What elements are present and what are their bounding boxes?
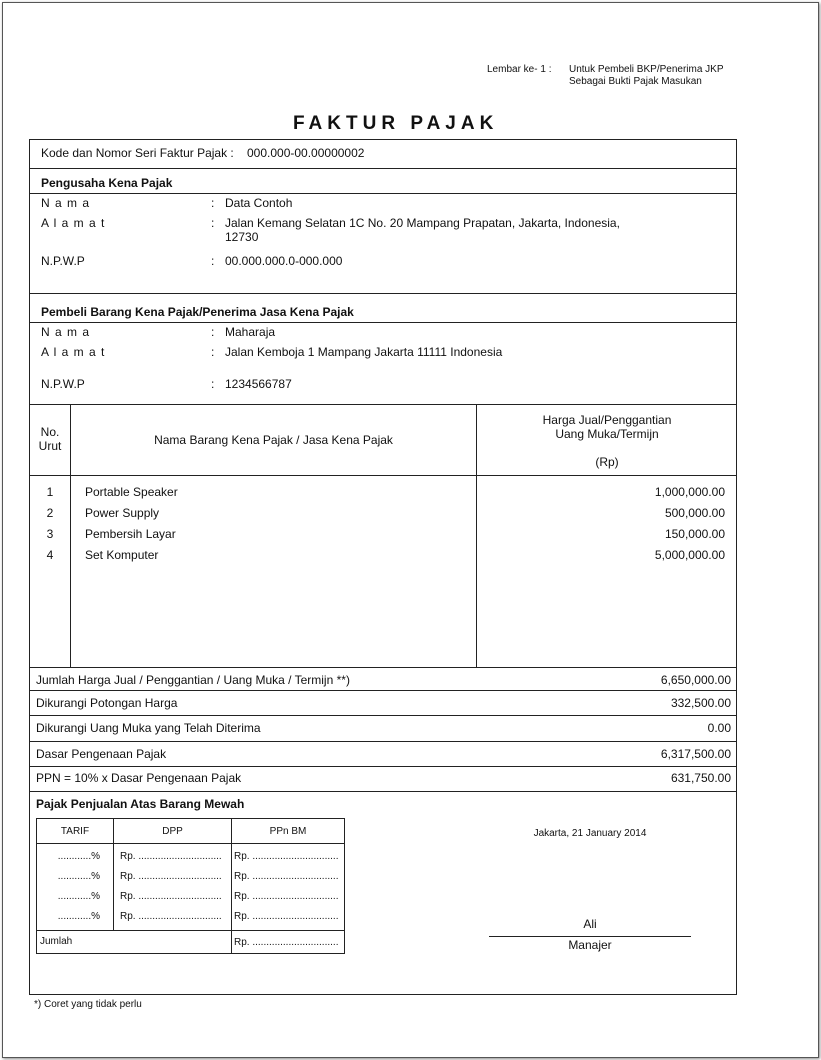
jumlah-value: Rp. ............................... xyxy=(234,937,339,948)
pembeli-alamat-label: A l a m a t xyxy=(41,345,106,359)
colon: : xyxy=(211,196,215,210)
divider xyxy=(29,293,737,294)
pembeli-nama: Maharaja xyxy=(225,325,276,339)
signature-line xyxy=(489,936,691,937)
pengusaha-npwp-label: N.P.W.P xyxy=(41,254,85,268)
pengusaha-nama-label: N a m a xyxy=(41,196,91,210)
col-tarif: TARIF xyxy=(60,826,90,837)
total-value: 6,650,000.00 xyxy=(660,673,731,687)
total-label: PPN = 10% x Dasar Pengenaan Pajak xyxy=(36,771,242,785)
ppnbm-cell: Rp. ............................... xyxy=(234,851,339,862)
item-name: Set Komputer xyxy=(85,548,159,562)
item-name: Power Supply xyxy=(85,506,160,520)
item-price: 150,000.00 xyxy=(664,527,725,541)
item-no: 1 xyxy=(46,485,54,499)
divider xyxy=(29,475,737,476)
divider xyxy=(29,715,737,716)
divider xyxy=(36,843,345,844)
pembeli-heading: Pembeli Barang Kena Pajak/Penerima Jasa Kena Pajak xyxy=(41,305,354,319)
document-title: FAKTUR PAJAK xyxy=(293,113,499,134)
lembar-line-2: Sebagai Bukti Pajak Masukan xyxy=(569,76,702,87)
item-no: 4 xyxy=(46,548,54,562)
divider xyxy=(29,667,737,668)
kode-label: Kode dan Nomor Seri Faktur Pajak : xyxy=(41,146,234,160)
pengusaha-npwp: 00.000.000.0-000.000 xyxy=(225,254,343,268)
pembeli-alamat: Jalan Kemboja 1 Mampang Jakarta 11111 Indonesia xyxy=(225,345,503,359)
col-dpp: DPP xyxy=(162,826,183,837)
tarif-cell: ............% xyxy=(57,871,100,882)
tarif-cell: ............% xyxy=(57,851,100,862)
tarif-cell: ............% xyxy=(57,911,100,922)
col-name-header: Nama Barang Kena Pajak / Jasa Kena Pajak xyxy=(154,433,393,447)
pengusaha-heading: Pengusaha Kena Pajak xyxy=(41,176,173,190)
pengusaha-alamat-line-1: Jalan Kemang Selatan 1C No. 20 Mampang Prapatan, Jakarta, Indonesia, xyxy=(225,216,620,230)
total-value: 631,750.00 xyxy=(670,771,731,785)
total-value: 332,500.00 xyxy=(670,696,731,710)
ppnbm-cell: Rp. ............................... xyxy=(234,871,339,882)
dpp-cell: Rp. .............................. xyxy=(120,871,222,882)
col-ppnbm: PPn BM xyxy=(269,826,307,837)
divider xyxy=(29,791,737,792)
jumlah-label: Jumlah xyxy=(40,936,73,947)
pengusaha-alamat-line-2: 12730 xyxy=(225,230,259,244)
item-price: 500,000.00 xyxy=(664,506,725,520)
colon: : xyxy=(211,325,215,339)
ppnbm-cell: Rp. ............................... xyxy=(234,911,339,922)
divider xyxy=(29,766,737,767)
pengusaha-alamat-label: A l a m a t xyxy=(41,216,106,230)
pengusaha-nama: Data Contoh xyxy=(225,196,293,210)
total-value: 6,317,500.00 xyxy=(660,747,731,761)
divider xyxy=(29,404,737,405)
dpp-cell: Rp. .............................. xyxy=(120,851,222,862)
colon: : xyxy=(211,254,215,268)
dpp-cell: Rp. .............................. xyxy=(120,911,222,922)
lembar-label: Lembar ke- 1 : xyxy=(487,64,552,75)
total-label: Dikurangi Potongan Harga xyxy=(36,696,178,710)
divider xyxy=(29,690,737,691)
item-no: 2 xyxy=(46,506,54,520)
total-value: 0.00 xyxy=(707,721,731,735)
ppnbm-heading: Pajak Penjualan Atas Barang Mewah xyxy=(36,797,245,811)
divider xyxy=(29,322,737,323)
col-no-line-1: No. xyxy=(40,425,60,439)
col-price-line-1: Harga Jual/Penggantian xyxy=(542,413,672,427)
divider xyxy=(29,741,737,742)
pembeli-npwp: 1234566787 xyxy=(225,377,292,391)
tarif-cell: ............% xyxy=(57,891,100,902)
ppnbm-cell: Rp. ............................... xyxy=(234,891,339,902)
colon: : xyxy=(211,345,215,359)
item-name: Pembersih Layar xyxy=(85,527,176,541)
divider xyxy=(29,168,737,169)
pembeli-nama-label: N a m a xyxy=(41,325,91,339)
document-page xyxy=(2,2,819,1058)
item-name: Portable Speaker xyxy=(85,485,178,499)
col-price-line-2: Uang Muka/Termijn xyxy=(555,427,659,441)
signer-name: Ali xyxy=(583,917,597,931)
divider xyxy=(36,930,345,931)
column-divider xyxy=(231,818,232,954)
footnote: *) Coret yang tidak perlu xyxy=(34,999,142,1010)
total-label: Dikurangi Uang Muka yang Telah Diterima xyxy=(36,721,261,735)
signer-position: Manajer xyxy=(568,938,612,952)
colon: : xyxy=(211,216,215,230)
ppnbm-table xyxy=(36,818,345,954)
item-price: 5,000,000.00 xyxy=(654,548,725,562)
item-price: 1,000,000.00 xyxy=(654,485,725,499)
kode-value: 000.000-00.00000002 xyxy=(247,146,365,160)
col-no-line-2: Urut xyxy=(38,439,62,453)
total-label: Dasar Pengenaan Pajak xyxy=(36,747,167,761)
dpp-cell: Rp. .............................. xyxy=(120,891,222,902)
pembeli-npwp-label: N.P.W.P xyxy=(41,377,85,391)
colon: : xyxy=(211,377,215,391)
col-price-line-3: (Rp) xyxy=(595,455,619,469)
place-date: Jakarta, 21 January 2014 xyxy=(533,828,647,839)
divider xyxy=(29,193,737,194)
item-no: 3 xyxy=(46,527,54,541)
lembar-line-1: Untuk Pembeli BKP/Penerima JKP xyxy=(569,64,724,75)
total-label: Jumlah Harga Jual / Penggantian / Uang Muka / Termijn **) xyxy=(36,673,350,687)
